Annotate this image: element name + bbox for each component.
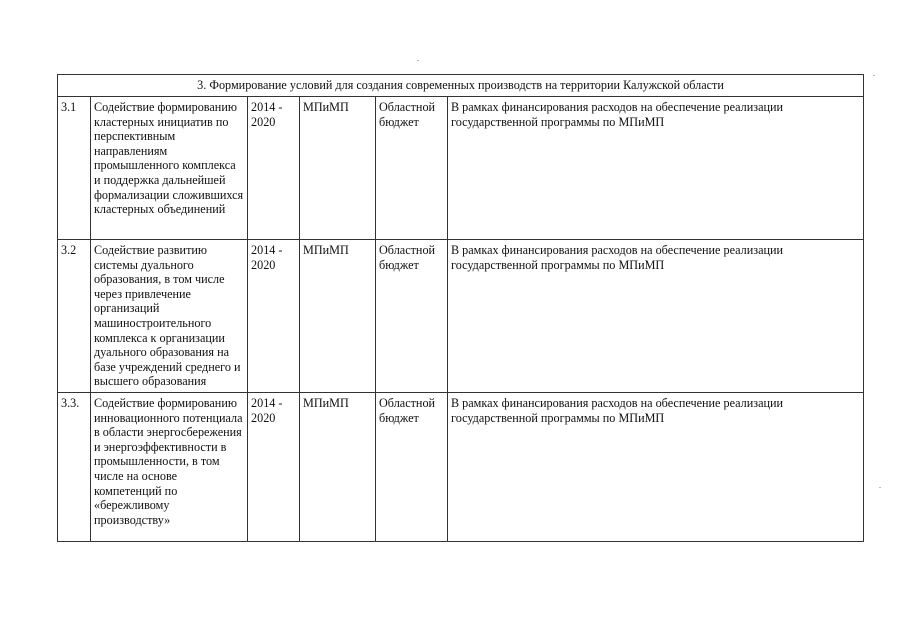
measure-title: Содействие развитию системы дуального образования, в том числе через привлечение организаций машиностроительного комплекса к организации дуального образования на базе учреждений среднего и высшего образования [91, 240, 248, 393]
funding-cell: В рамках финансирования расходов на обеспечение реализации государственной программы по МПиМП [448, 97, 864, 240]
table-row [58, 97, 864, 240]
executor-cell: МПиМП [300, 240, 376, 393]
source-cell: Областной бюджет [376, 240, 448, 393]
row-number: 3.3. [58, 393, 91, 542]
table-row [58, 393, 864, 542]
scan-speck [873, 75, 875, 76]
section-heading: 3. Формирование условий для создания современных производств на территории Калужской области [58, 75, 864, 97]
scan-speck [879, 487, 881, 488]
term-cell: 2014 - 2020 [248, 393, 300, 542]
funding-cell: В рамках финансирования расходов на обеспечение реализации государственной программы по МПиМП [448, 393, 864, 542]
section-heading-row [58, 75, 864, 97]
measures-table [57, 74, 864, 542]
table-row [58, 240, 864, 393]
executor-cell: МПиМП [300, 393, 376, 542]
executor-cell: МПиМП [300, 97, 376, 240]
row-number: 3.1 [58, 97, 91, 240]
source-cell: Областной бюджет [376, 97, 448, 240]
measure-title: Содействие формированию кластерных инициатив по перспективным направлениям промышленного комплекса и поддержка дальнейшей формализации сложившихся кластерных объединений [91, 97, 248, 240]
source-cell: Областной бюджет [376, 393, 448, 542]
funding-cell: В рамках финансирования расходов на обеспечение реализации государственной программы по МПиМП [448, 240, 864, 393]
measure-title: Содействие формированию инновационного потенциала в области энергосбережения и энергоэффективности в промышленности, в том числе на основе компетенций по «бережливому производству» [91, 393, 248, 542]
term-cell: 2014 - 2020 [248, 97, 300, 240]
term-cell: 2014 - 2020 [248, 240, 300, 393]
scan-speck [417, 60, 419, 61]
row-number: 3.2 [58, 240, 91, 393]
